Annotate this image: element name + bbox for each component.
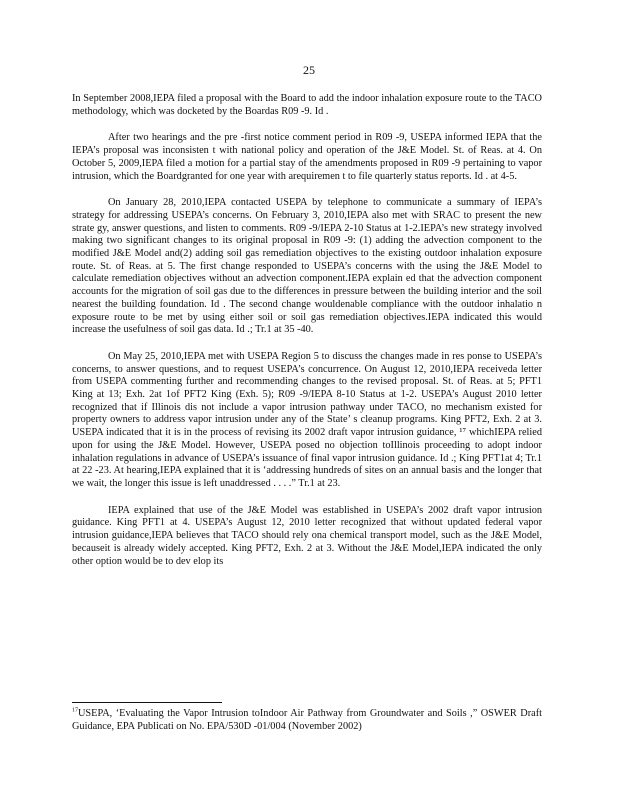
footnote-divider [72,702,222,703]
page-number: 25 [303,63,315,77]
footnote [72,708,542,733]
footnote-text: USEPA, ‘Evaluating the Vapor Intrusion toIndoor Air Pathway from Groundwater and Soils ,” OSWER Draft Guidance, EPA Publicati on No. EPA/530D -01/004 (November 2002) [72,708,542,732]
footnote-marker: 17 [72,707,78,714]
paragraph-5: IEPA explained that use of the J&E Model was established in USEPA’s 2002 draft vapor intrusion guidance. King PFT1 at 4. USEPA’s August 12, 2010 letter recognized that without updated federal vapor intrusion guidance,IEPA believes that TACO should rely ona chemical transport model, such as the J&E Model, becauseit is already widely accepted. King PFT2, Exh. 2 at 3. Without the J&E Model,IEPA indicated the only other option would be to dev elop its [72,504,542,567]
paragraph-4: On May 25, 2010,IEPA met with USEPA Region 5 to discuss the changes made in res ponse to USEPA’s concerns, to answer questions, and to request USEPA’s concurrence. On August 12, 2010,IEPA receiveda letter from USEPA commenting further and recommending changes to the revised proposal. St. of Reas. at 5; PFT1 King at 13; Exh. 2at 1of PFT2 King (Exh. 5); R09 -9/IEPA 8-10 Status at 1-2. USEPA’s August 2010 letter recognized that if Illinois dis not include a vapor intrusion pathway under TACO, no mechanism existed for property owners to address vapor intrusion under any of the State’ s cleanup programs. King PFT2, Exh. 2 at 3. USEPA indicated that it is in the process of revising its 2002 draft vapor intrusion guidance, ¹⁷ whichIEPA relied upon for using the J&E Model. However, USEPA posed no objection toIllinois proceeding to adopt indoor inhalation regulations in advance of USEPA’s issuance of final vapor intrusion guidance. Id .; King PFT1at 4; Tr.1 at 22 -23. At hearing,IEPA explained that it is ‘addressing hundreds of sites on an annual basis and the longer that we wait, the longer this issue is left unaddressed . . . .” Tr.1 at 23. [72,350,542,489]
paragraph-2: After two hearings and the pre -first notice comment period in R09 -9, USEPA informed IEPA that the IEPA’s proposal was inconsisten t with national policy and operation of the J&E Model. St. of Reas. at 4. On October 5, 2009,IEPA filed a motion for a partial stay of the amendments proposed in R09 -9 pertaining to vapor intrusion, which the Boardgranted for one year with arequiremen t to file quarterly status reports. Id . at 4-5. [72,132,542,182]
paragraph-3: On January 28, 2010,IEPA contacted USEPA by telephone to communicate a summary of IEPA’s strategy for addressing USEPA’s concerns. On February 3, 2010,IEPA also met with SRAC to present the new strate gy, answer questions, and listen to comments. R09 -9/IEPA 2-10 Status at 1-2.IEPA’s new strategy involved making two significant changes to its original proposal in R09 -9: (1) adding the advection component to the modified J&E Model and(2) adding soil gas remediation objectives to the existing outdoor inhalation exposure route. St. of Reas. at 5. The first change responded to USEPA’s concerns with the using the J&E Model to calculate remediation objectives without an advection component.IEPA explain ed that the advection component accounts for the migration of soil gas due to the differences in pressure between the building interior and the soil nearest the building foundation. Id . The second change wouldenable compliance with the outdoor inhalatio n exposure route to be met by using either soil or soil gas remediation objectives.IEPA indicated this would increase the usefulness of soil gas data. Id .; Tr.1 at 35 -40. [72,197,542,336]
paragraph-1: In September 2008,IEPA filed a proposal with the Board to add the indoor inhalation exposure route to the TACO methodology, which was docketed by the Boardas R09 -9. Id . [72,93,542,117]
document-body [72,93,542,582]
